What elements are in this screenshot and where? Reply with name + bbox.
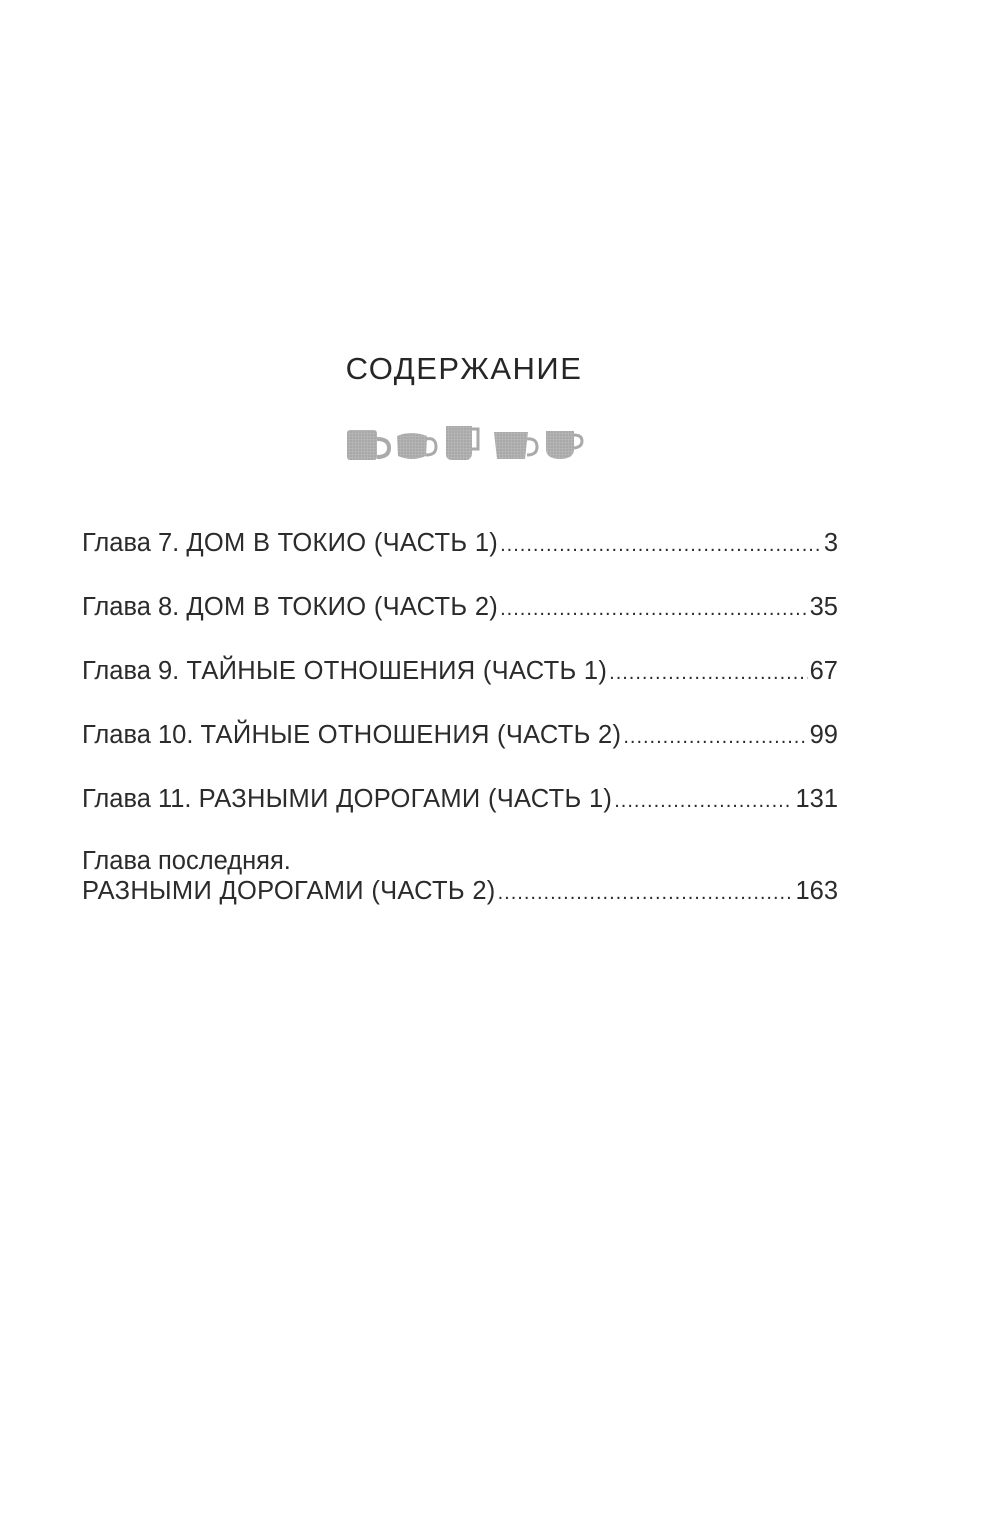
- page-number: 35: [809, 593, 838, 621]
- chapter-title: РАЗНЫМИ ДОРОГАМИ (ЧАСТЬ 1): [198, 785, 613, 813]
- dot-leader: [500, 594, 808, 624]
- dot-leader: [498, 878, 794, 908]
- page-title: СОДЕРЖАНИЕ: [345, 350, 583, 386]
- table-of-contents: [82, 528, 838, 940]
- chapter-title: РАЗНЫМИ ДОРОГАМИ (ЧАСТЬ 2): [82, 877, 496, 905]
- dot-leader: [614, 786, 793, 816]
- cup-icon: [397, 433, 436, 459]
- chapter-title: ДОМ В ТОКИО (ЧАСТЬ 2): [186, 593, 499, 621]
- chapter-label: Глава 7.: [82, 529, 180, 557]
- toc-entry-last-title-row: [82, 876, 838, 906]
- page-number: 3: [823, 529, 838, 557]
- chapter-label: Глава 9.: [82, 657, 180, 685]
- toc-entry[interactable]: [82, 592, 838, 622]
- toc-entry[interactable]: [82, 528, 838, 558]
- chapter-label: Глава 8.: [82, 593, 180, 621]
- toc-entry[interactable]: [82, 720, 838, 750]
- toc-entry[interactable]: [82, 656, 838, 686]
- cups-ornament-icon: [344, 422, 589, 464]
- cup-icon: [546, 431, 582, 459]
- chapter-label: Глава 10.: [82, 721, 194, 749]
- chapter-title: ТАЙНЫЕ ОТНОШЕНИЯ (ЧАСТЬ 2): [200, 721, 622, 749]
- chapter-title: ДОМ В ТОКИО (ЧАСТЬ 1): [186, 529, 499, 557]
- dot-leader: [500, 530, 822, 560]
- dot-leader: [623, 722, 807, 752]
- chapter-label: Глава 11.: [82, 785, 192, 813]
- cup-icon: [494, 432, 537, 459]
- page-number: 67: [809, 657, 838, 685]
- cup-icon: [347, 430, 389, 460]
- page-number: 163: [795, 877, 838, 905]
- cups-ornament-svg: [344, 422, 589, 464]
- cup-icon: [446, 426, 478, 460]
- toc-entry-last[interactable]: [82, 846, 838, 906]
- page-number: 99: [809, 721, 838, 749]
- dot-leader: [609, 658, 807, 688]
- toc-entry[interactable]: [82, 784, 838, 814]
- page-number: 131: [795, 785, 838, 813]
- chapter-title: ТАЙНЫЕ ОТНОШЕНИЯ (ЧАСТЬ 1): [186, 657, 608, 685]
- chapter-label: Глава последняя.: [82, 847, 291, 875]
